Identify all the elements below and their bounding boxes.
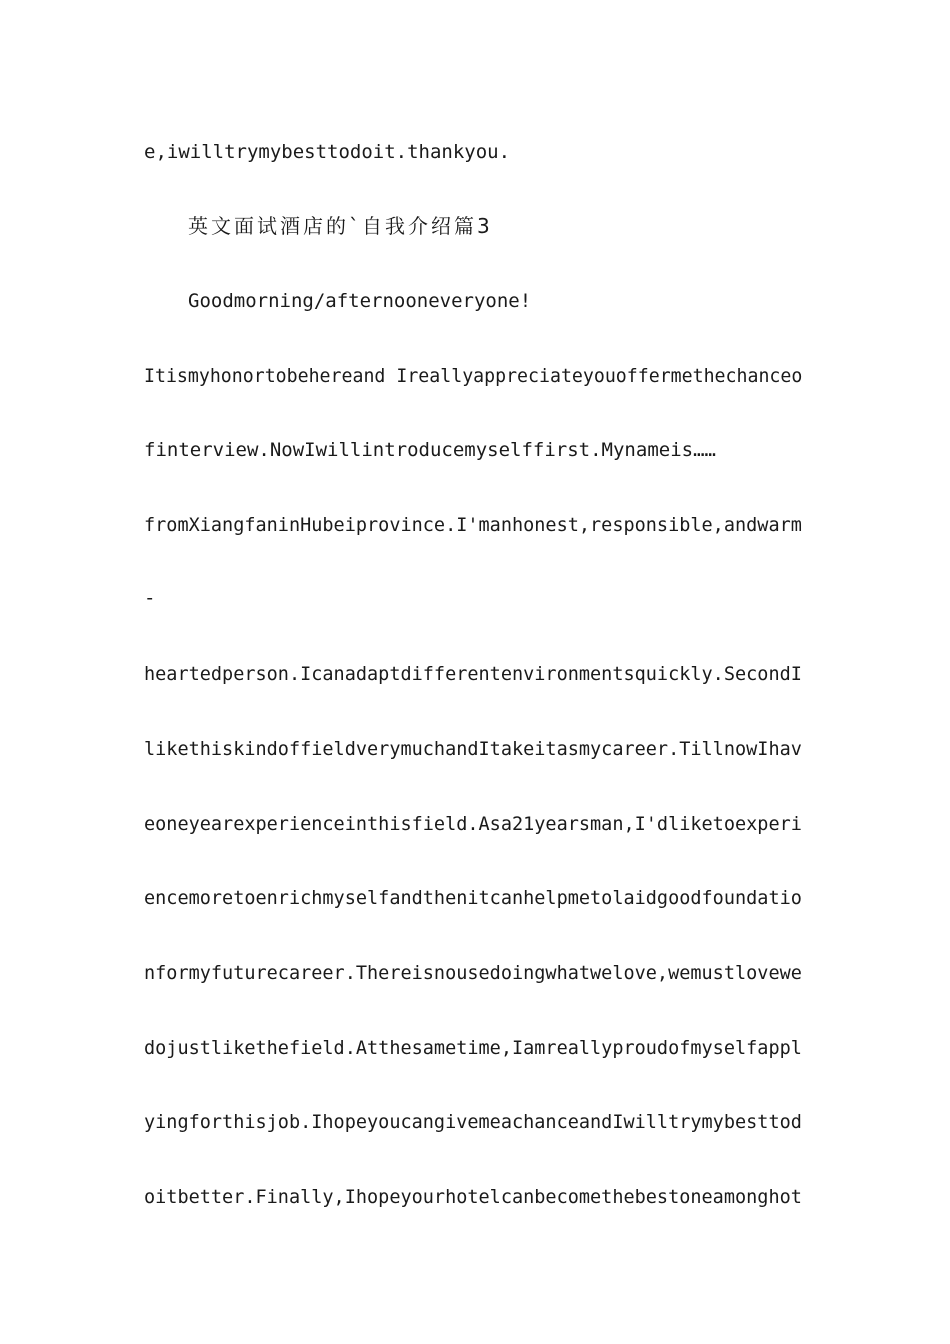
text-line-12: nformyfuturecareer.Thereisnousedoingwhatwelove,wemustlovewe bbox=[144, 962, 802, 984]
text-line-6: fromXiangfaninHubeiprovince.I'manhonest,responsible,andwarm bbox=[144, 514, 802, 536]
text-line-11: encemoretoenrichmyselfandthenitcanhelpmetolaidgoodfoundatio bbox=[144, 887, 802, 909]
text-line-7: - bbox=[144, 587, 156, 609]
text-line-5: finterview.NowIwillintroducemyselffirst.Mynameis…… bbox=[144, 439, 716, 461]
greeting-line: Goodmorning/afternooneveryone! bbox=[188, 290, 532, 312]
text-line-1: e,iwilltrymybesttodoit.thankyou. bbox=[144, 141, 511, 163]
text-line-15: oitbetter.Finally,Ihopeyourhotelcanbecomethebestoneamonghot bbox=[144, 1186, 802, 1208]
text-line-13: dojustlikethefield.Atthesametime,Iamreallyproudofmyselfappl bbox=[144, 1037, 802, 1059]
text-line-8: heartedperson.Icanadaptdifferentenvironmentsquickly.SecondI bbox=[144, 663, 802, 685]
section-heading: 英文面试酒店的`自我介绍篇3 bbox=[188, 214, 493, 238]
text-line-14: yingforthisjob.IhopeyoucangivemeachanceandIwilltrymybesttod bbox=[144, 1111, 802, 1133]
text-line-10: eoneyearexperienceinthisfield.Asa21yearsman,I'dliketoexperi bbox=[144, 813, 802, 835]
text-line-4: Itismyhonortobehereand Ireallyappreciateyouoffermethechanceo bbox=[144, 365, 803, 387]
text-line-9: likethiskindoffieldverymuchandItakeitasmycareer.TillnowIhav bbox=[144, 738, 802, 760]
